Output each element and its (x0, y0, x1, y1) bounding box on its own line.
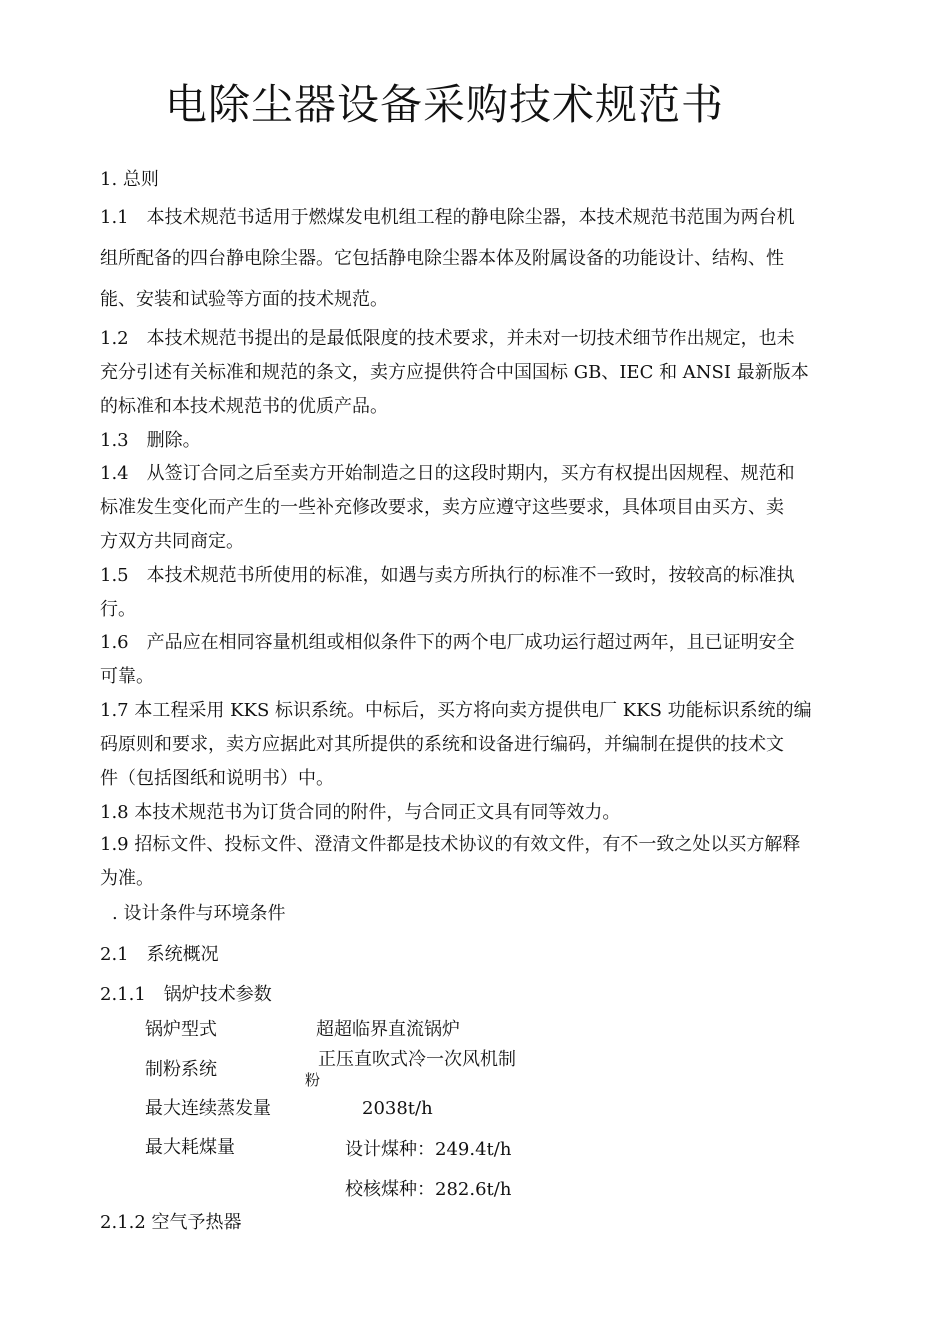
clause-1-7 (100, 694, 880, 796)
section-1-heading: 1. 总则 (100, 169, 159, 190)
clause-line: 1.6 产品应在相同容量机组或相似条件下的两个电厂成功运行超过两年，且已证明安全 (100, 632, 795, 653)
clause-line: 1.3 删除。 (100, 430, 201, 451)
clause-1-6 (100, 626, 880, 694)
clause-line: 1.4 从签订合同之后至卖方开始制造之日的这段时期内，买方有权提出因规程、规范和 (100, 463, 795, 484)
max-coal-label: 最大耗煤量 (145, 1137, 235, 1158)
document-title: 电除尘器设备采购技术规范书 (165, 80, 725, 129)
clause-line: 方双方共同商定。 (100, 531, 244, 552)
clause-1-3 (100, 424, 880, 458)
clause-line: 能、安装和试验等方面的技术规范。 (100, 289, 388, 310)
mill-system-label: 制粉系统 (145, 1059, 217, 1080)
max-evaporation-value: 2038t/h (362, 1098, 433, 1119)
boiler-type-value: 超超临界直流锅炉 (316, 1019, 460, 1040)
clause-line: 1.9 招标文件、投标文件、澄清文件都是技术协议的有效文件，有不一致之处以买方解释 (100, 834, 801, 855)
clause-line: 1.5 本技术规范书所使用的标准，如遇与卖方所执行的标准不一致时，按较高的标准执 (100, 565, 795, 586)
clause-line: 的标准和本技术规范书的优质产品。 (100, 396, 388, 417)
clause-1-9 (100, 828, 880, 896)
max-evaporation-label: 最大连续蒸发量 (145, 1098, 271, 1119)
clause-1-2 (100, 322, 880, 424)
clause-line: 为准。 (100, 868, 154, 889)
clause-line: 1.1 本技术规范书适用于燃煤发电机组工程的静电除尘器，本技术规范书范围为两台机 (100, 207, 795, 228)
clause-line: 码原则和要求，卖方应据此对其所提供的系统和设备进行编码，并编制在提供的技术文 (100, 734, 784, 755)
subsection-2-1-1: 2.1.1 锅炉技术参数 (100, 984, 272, 1005)
section-2-heading: . 设计条件与环境条件 (112, 903, 286, 924)
mill-system-value: 正压直吹式冷一次风机制 (318, 1049, 516, 1070)
subsection-2-1-2: 2.1.2 空气予热器 (100, 1212, 242, 1233)
clause-line: 可靠。 (100, 666, 154, 687)
boiler-type-label: 锅炉型式 (145, 1019, 217, 1040)
clause-line: 标准发生变化而产生的一些补充修改要求，卖方应遵守这些要求，具体项目由买方、卖 (100, 497, 784, 518)
clause-1-1 (100, 197, 880, 320)
subsection-2-1: 2.1 系统概况 (100, 944, 219, 965)
clause-line: 组所配备的四台静电除尘器。它包括静电除尘器本体及附属设备的功能设计、结构、性 (100, 248, 784, 269)
clause-line: 行。 (100, 599, 136, 620)
clause-line: 1.7 本工程采用 KKS 标识系统。中标后，买方将向卖方提供电厂 KKS 功能标识系统的编 (100, 700, 812, 721)
mill-system-value-wrap: 粉 (305, 1071, 321, 1089)
check-coal-value: 校核煤种：282.6t/h (345, 1179, 512, 1200)
design-coal-value: 设计煤种：249.4t/h (345, 1139, 512, 1160)
clause-line: 1.8 本技术规范书为订货合同的附件，与合同正文具有同等效力。 (100, 802, 621, 823)
clause-1-5 (100, 559, 880, 627)
clause-line: 充分引述有关标准和规范的条文，卖方应提供符合中国国标 GB、IEC 和 ANSI 最新版本 (100, 362, 809, 383)
clause-1-8 (100, 796, 880, 830)
clause-line: 1.2 本技术规范书提出的是最低限度的技术要求，并未对一切技术细节作出规定，也未 (100, 328, 795, 349)
clause-1-4 (100, 457, 880, 559)
clause-line: 件（包括图纸和说明书）中。 (100, 768, 334, 789)
